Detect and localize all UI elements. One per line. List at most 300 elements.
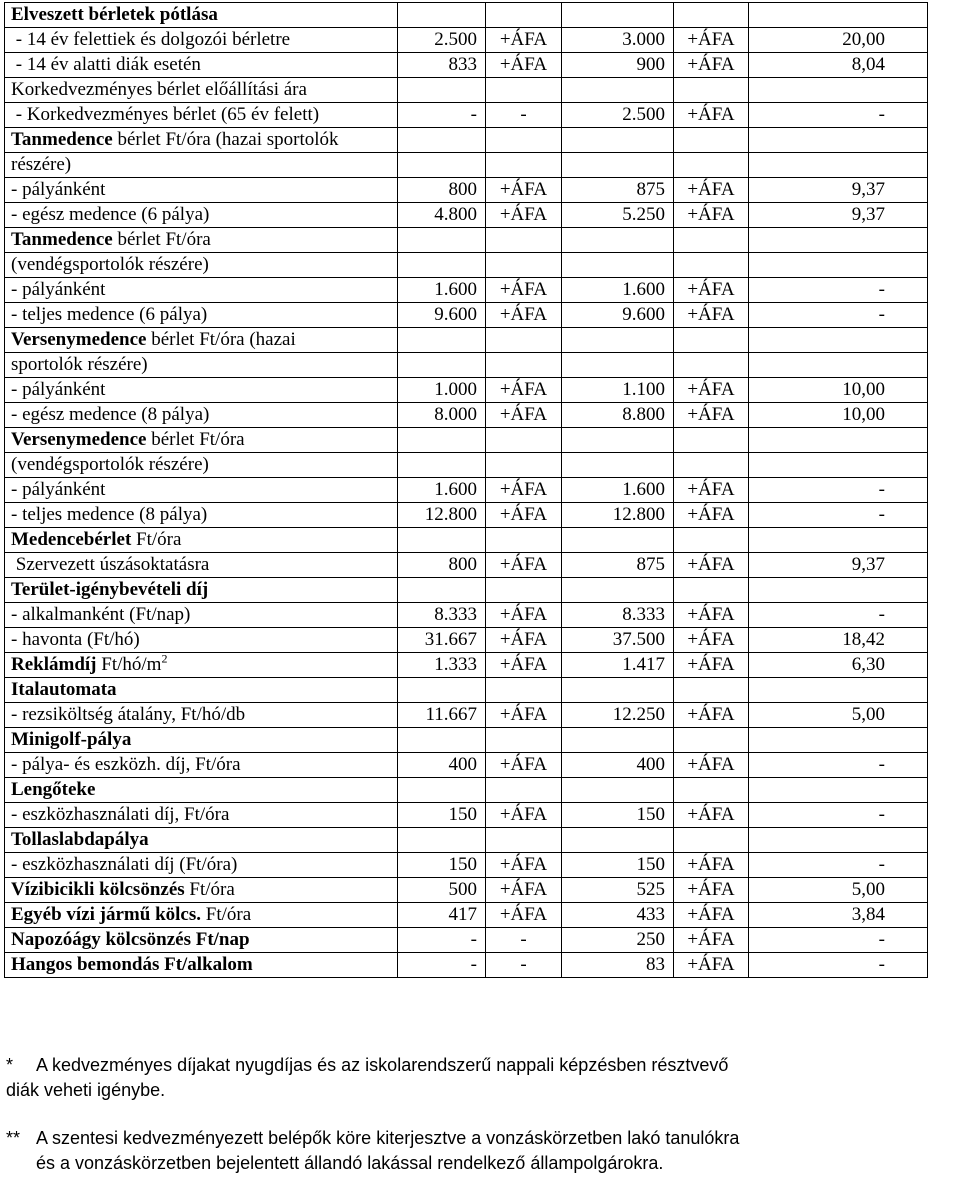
value-1-cell: 1.600 bbox=[398, 278, 486, 303]
value-1-cell: 417 bbox=[398, 903, 486, 928]
vat-2-cell bbox=[674, 228, 749, 253]
vat-1-cell: +ÁFA bbox=[486, 303, 562, 328]
footnote-1-line-1: A kedvezményes díjakat nyugdíjas és az iskolarendszerű nappali képzésben résztvevő bbox=[36, 1055, 729, 1075]
vat-2-cell bbox=[674, 3, 749, 28]
rate-cell: - bbox=[749, 103, 928, 128]
row-label bbox=[5, 728, 398, 753]
row-label-text: - egész medence (6 pálya) bbox=[11, 204, 210, 225]
row-label-bold: Versenymedence bbox=[11, 429, 147, 450]
value-1-cell: - bbox=[398, 953, 486, 978]
vat-2-cell: +ÁFA bbox=[674, 178, 749, 203]
vat-1-cell: +ÁFA bbox=[486, 53, 562, 78]
row-label-text: Korkedvezményes bérlet előállítási ára bbox=[11, 79, 307, 100]
vat-2-cell: +ÁFA bbox=[674, 853, 749, 878]
vat-1-cell: +ÁFA bbox=[486, 753, 562, 778]
rate-cell bbox=[749, 3, 928, 28]
row-label bbox=[5, 578, 398, 603]
rate-cell: 10,00 bbox=[749, 403, 928, 428]
row-label-text: - egész medence (8 pálya) bbox=[11, 404, 210, 425]
row-label bbox=[5, 28, 398, 53]
row-label bbox=[5, 553, 398, 578]
table-row bbox=[5, 653, 928, 678]
value-1-cell: 11.667 bbox=[398, 703, 486, 728]
row-label bbox=[5, 503, 398, 528]
value-1-cell: 8.333 bbox=[398, 603, 486, 628]
value-2-cell: 1.100 bbox=[562, 378, 674, 403]
rate-cell bbox=[749, 778, 928, 803]
rate-cell bbox=[749, 578, 928, 603]
vat-1-cell: +ÁFA bbox=[486, 178, 562, 203]
value-2-cell: 875 bbox=[562, 553, 674, 578]
rate-cell: 18,42 bbox=[749, 628, 928, 653]
row-label-text: bérlet Ft/óra (hazai bbox=[146, 329, 296, 350]
row-label bbox=[5, 828, 398, 853]
vat-2-cell: +ÁFA bbox=[674, 53, 749, 78]
row-label bbox=[5, 528, 398, 553]
row-label bbox=[5, 378, 398, 403]
row-label bbox=[5, 78, 398, 103]
rate-cell bbox=[749, 153, 928, 178]
vat-1-cell bbox=[486, 153, 562, 178]
value-2-cell: 250 bbox=[562, 928, 674, 953]
vat-1-cell bbox=[486, 228, 562, 253]
rate-cell: - bbox=[749, 803, 928, 828]
table-row bbox=[5, 353, 928, 378]
vat-1-cell: +ÁFA bbox=[486, 553, 562, 578]
vat-2-cell: +ÁFA bbox=[674, 303, 749, 328]
vat-2-cell: +ÁFA bbox=[674, 378, 749, 403]
value-2-cell: 83 bbox=[562, 953, 674, 978]
value-2-cell bbox=[562, 828, 674, 853]
rate-cell: 8,04 bbox=[749, 53, 928, 78]
row-label bbox=[5, 203, 398, 228]
vat-1-cell: +ÁFA bbox=[486, 203, 562, 228]
value-2-cell: 1.600 bbox=[562, 478, 674, 503]
vat-1-cell: - bbox=[486, 103, 562, 128]
row-label bbox=[5, 653, 398, 678]
row-label bbox=[5, 303, 398, 328]
row-label bbox=[5, 3, 398, 28]
vat-2-cell: +ÁFA bbox=[674, 653, 749, 678]
rate-cell: 9,37 bbox=[749, 203, 928, 228]
table-row bbox=[5, 253, 928, 278]
price-table bbox=[4, 2, 928, 978]
vat-1-cell bbox=[486, 353, 562, 378]
row-label-text: (vendégsportolók részére) bbox=[11, 254, 209, 275]
table-row bbox=[5, 28, 928, 53]
row-label-superscript: 2 bbox=[161, 652, 168, 666]
value-2-cell: 433 bbox=[562, 903, 674, 928]
value-1-cell: 150 bbox=[398, 803, 486, 828]
row-label-bold: Lengőteke bbox=[11, 779, 96, 800]
row-label bbox=[5, 328, 398, 353]
value-2-cell: 525 bbox=[562, 878, 674, 903]
row-label-bold: Terület-igénybevételi díj bbox=[11, 579, 209, 600]
table-row bbox=[5, 178, 928, 203]
rate-cell: - bbox=[749, 928, 928, 953]
vat-2-cell: +ÁFA bbox=[674, 603, 749, 628]
row-label-bold: Napozóágy kölcsönzés Ft/nap bbox=[11, 929, 250, 950]
row-label bbox=[5, 253, 398, 278]
value-2-cell bbox=[562, 328, 674, 353]
value-2-cell: 150 bbox=[562, 853, 674, 878]
table-row bbox=[5, 553, 928, 578]
row-label-bold: Italautomata bbox=[11, 679, 117, 700]
vat-1-cell bbox=[486, 778, 562, 803]
row-label-bold: Elveszett bérletek pótlása bbox=[11, 4, 218, 25]
table-row bbox=[5, 903, 928, 928]
value-2-cell: 8.333 bbox=[562, 603, 674, 628]
rate-cell bbox=[749, 728, 928, 753]
value-2-cell bbox=[562, 253, 674, 278]
value-2-cell bbox=[562, 678, 674, 703]
value-2-cell: 900 bbox=[562, 53, 674, 78]
row-label bbox=[5, 703, 398, 728]
vat-1-cell bbox=[486, 678, 562, 703]
vat-1-cell: +ÁFA bbox=[486, 28, 562, 53]
value-1-cell bbox=[398, 253, 486, 278]
value-1-cell bbox=[398, 3, 486, 28]
row-label bbox=[5, 778, 398, 803]
footnote-1-mark: * bbox=[6, 1055, 14, 1075]
value-1-cell bbox=[398, 778, 486, 803]
vat-2-cell bbox=[674, 328, 749, 353]
rate-cell bbox=[749, 128, 928, 153]
row-label-text: - Korkedvezményes bérlet (65 év felett) bbox=[11, 104, 320, 125]
vat-1-cell: +ÁFA bbox=[486, 803, 562, 828]
table-row bbox=[5, 728, 928, 753]
vat-2-cell bbox=[674, 778, 749, 803]
table-row bbox=[5, 578, 928, 603]
table-row bbox=[5, 778, 928, 803]
row-label-bold: Vízibicikli kölcsönzés bbox=[11, 879, 185, 900]
value-1-cell: 4.800 bbox=[398, 203, 486, 228]
rate-cell: 20,00 bbox=[749, 28, 928, 53]
value-2-cell: 12.250 bbox=[562, 703, 674, 728]
table-row bbox=[5, 628, 928, 653]
vat-2-cell bbox=[674, 78, 749, 103]
vat-1-cell bbox=[486, 128, 562, 153]
row-label bbox=[5, 678, 398, 703]
row-label bbox=[5, 478, 398, 503]
value-2-cell: 8.800 bbox=[562, 403, 674, 428]
row-label-text: - eszközhasználati díj (Ft/óra) bbox=[11, 854, 238, 875]
vat-1-cell bbox=[486, 578, 562, 603]
footnote-2-line-1: A szentesi kedvezményezett belépők köre kiterjesztve a vonzáskörzetben lakó tanulókra bbox=[36, 1128, 740, 1148]
row-label-text: - rezsiköltség átalány, Ft/hó/db bbox=[11, 704, 246, 725]
row-label-text: - pálya- és eszközh. díj, Ft/óra bbox=[11, 754, 241, 775]
price-table-body bbox=[5, 3, 928, 978]
table-row bbox=[5, 753, 928, 778]
rate-cell: - bbox=[749, 853, 928, 878]
table-row bbox=[5, 3, 928, 28]
vat-2-cell bbox=[674, 128, 749, 153]
vat-2-cell: +ÁFA bbox=[674, 553, 749, 578]
vat-1-cell: +ÁFA bbox=[486, 878, 562, 903]
vat-1-cell: +ÁFA bbox=[486, 903, 562, 928]
rate-cell bbox=[749, 253, 928, 278]
value-1-cell bbox=[398, 353, 486, 378]
value-2-cell: 875 bbox=[562, 178, 674, 203]
value-1-cell: 1.600 bbox=[398, 478, 486, 503]
row-label bbox=[5, 753, 398, 778]
row-label-bold: Minigolf-pálya bbox=[11, 729, 132, 750]
row-label-bold: Versenymedence bbox=[11, 329, 147, 350]
vat-2-cell: +ÁFA bbox=[674, 103, 749, 128]
vat-2-cell bbox=[674, 428, 749, 453]
vat-2-cell: +ÁFA bbox=[674, 903, 749, 928]
value-2-cell bbox=[562, 578, 674, 603]
value-1-cell bbox=[398, 453, 486, 478]
vat-2-cell: +ÁFA bbox=[674, 28, 749, 53]
row-label-text: - teljes medence (6 pálya) bbox=[11, 304, 208, 325]
value-1-cell bbox=[398, 153, 486, 178]
table-row bbox=[5, 703, 928, 728]
rate-cell: - bbox=[749, 303, 928, 328]
vat-2-cell: +ÁFA bbox=[674, 703, 749, 728]
rate-cell: - bbox=[749, 753, 928, 778]
vat-1-cell: +ÁFA bbox=[486, 628, 562, 653]
vat-2-cell: +ÁFA bbox=[674, 803, 749, 828]
value-1-cell: 1.000 bbox=[398, 378, 486, 403]
vat-2-cell: +ÁFA bbox=[674, 503, 749, 528]
table-row bbox=[5, 128, 928, 153]
value-1-cell bbox=[398, 578, 486, 603]
value-1-cell: 500 bbox=[398, 878, 486, 903]
table-row bbox=[5, 78, 928, 103]
row-label-text: részére) bbox=[11, 154, 72, 175]
row-label-bold: Medencebérlet bbox=[11, 529, 132, 550]
row-label bbox=[5, 353, 398, 378]
value-2-cell bbox=[562, 3, 674, 28]
vat-2-cell bbox=[674, 153, 749, 178]
vat-2-cell bbox=[674, 253, 749, 278]
rate-cell: 5,00 bbox=[749, 878, 928, 903]
vat-1-cell: +ÁFA bbox=[486, 478, 562, 503]
vat-2-cell: +ÁFA bbox=[674, 403, 749, 428]
row-label-text: Ft/hó/m bbox=[96, 654, 162, 675]
footnote-1 bbox=[6, 1053, 728, 1103]
row-label-text: bérlet Ft/óra (hazai sportolók bbox=[112, 129, 339, 150]
value-2-cell: 3.000 bbox=[562, 28, 674, 53]
row-label-text: - 14 év alatti diák esetén bbox=[11, 54, 201, 75]
vat-1-cell: +ÁFA bbox=[486, 603, 562, 628]
table-row bbox=[5, 328, 928, 353]
row-label bbox=[5, 928, 398, 953]
row-label bbox=[5, 878, 398, 903]
row-label bbox=[5, 178, 398, 203]
value-1-cell bbox=[398, 528, 486, 553]
rate-cell bbox=[749, 453, 928, 478]
vat-1-cell: +ÁFA bbox=[486, 503, 562, 528]
vat-2-cell: +ÁFA bbox=[674, 878, 749, 903]
rate-cell: 5,00 bbox=[749, 703, 928, 728]
value-1-cell bbox=[398, 728, 486, 753]
row-label bbox=[5, 228, 398, 253]
row-label-text: - 14 év felettiek és dolgozói bérletre bbox=[11, 29, 291, 50]
table-row bbox=[5, 153, 928, 178]
rate-cell bbox=[749, 78, 928, 103]
vat-1-cell: - bbox=[486, 953, 562, 978]
vat-2-cell: +ÁFA bbox=[674, 628, 749, 653]
vat-1-cell bbox=[486, 78, 562, 103]
vat-1-cell bbox=[486, 328, 562, 353]
row-label-text: Ft/óra bbox=[184, 879, 235, 900]
value-2-cell bbox=[562, 428, 674, 453]
row-label-text: Ft/óra bbox=[201, 904, 252, 925]
value-2-cell: 1.417 bbox=[562, 653, 674, 678]
value-1-cell: 800 bbox=[398, 553, 486, 578]
value-2-cell bbox=[562, 228, 674, 253]
row-label-text: - pályánként bbox=[11, 479, 106, 500]
table-row bbox=[5, 428, 928, 453]
row-label-bold: Tanmedence bbox=[11, 229, 113, 250]
footnote-2-line-2: és a vonzáskörzetben bejelentett állandó lakással rendelkező állampolgárokra. bbox=[36, 1153, 664, 1173]
row-label-text: - teljes medence (8 pálya) bbox=[11, 504, 208, 525]
table-row bbox=[5, 53, 928, 78]
row-label-bold: Egyéb vízi jármű kölcs. bbox=[11, 904, 201, 925]
row-label bbox=[5, 278, 398, 303]
vat-1-cell bbox=[486, 828, 562, 853]
row-label-text: Szervezett úszásoktatásra bbox=[11, 554, 210, 575]
row-label bbox=[5, 628, 398, 653]
row-label bbox=[5, 953, 398, 978]
value-1-cell: 800 bbox=[398, 178, 486, 203]
row-label bbox=[5, 403, 398, 428]
value-1-cell bbox=[398, 678, 486, 703]
vat-2-cell: +ÁFA bbox=[674, 203, 749, 228]
value-1-cell: 9.600 bbox=[398, 303, 486, 328]
footnote-1-line-2: diák veheti igénybe. bbox=[6, 1080, 166, 1100]
value-2-cell bbox=[562, 128, 674, 153]
value-2-cell bbox=[562, 778, 674, 803]
value-1-cell: 150 bbox=[398, 853, 486, 878]
table-row bbox=[5, 953, 928, 978]
vat-1-cell: - bbox=[486, 928, 562, 953]
table-row bbox=[5, 378, 928, 403]
value-2-cell: 150 bbox=[562, 803, 674, 828]
value-2-cell: 1.600 bbox=[562, 278, 674, 303]
row-label bbox=[5, 153, 398, 178]
table-row bbox=[5, 828, 928, 853]
table-row bbox=[5, 603, 928, 628]
value-1-cell: 1.333 bbox=[398, 653, 486, 678]
rate-cell: - bbox=[749, 503, 928, 528]
vat-1-cell bbox=[486, 728, 562, 753]
rate-cell bbox=[749, 228, 928, 253]
value-1-cell bbox=[398, 828, 486, 853]
value-2-cell bbox=[562, 528, 674, 553]
rate-cell bbox=[749, 428, 928, 453]
row-label bbox=[5, 128, 398, 153]
row-label-bold: Tollaslabdapálya bbox=[11, 829, 149, 850]
row-label-text: - havonta (Ft/hó) bbox=[11, 629, 140, 650]
vat-1-cell bbox=[486, 453, 562, 478]
vat-2-cell bbox=[674, 728, 749, 753]
table-row bbox=[5, 878, 928, 903]
row-label bbox=[5, 53, 398, 78]
table-row bbox=[5, 103, 928, 128]
value-2-cell: 5.250 bbox=[562, 203, 674, 228]
vat-2-cell bbox=[674, 678, 749, 703]
vat-1-cell: +ÁFA bbox=[486, 378, 562, 403]
rate-cell: 9,37 bbox=[749, 178, 928, 203]
value-1-cell bbox=[398, 228, 486, 253]
rate-cell: - bbox=[749, 478, 928, 503]
vat-2-cell: +ÁFA bbox=[674, 953, 749, 978]
rate-cell bbox=[749, 828, 928, 853]
row-label-text: bérlet Ft/óra bbox=[146, 429, 245, 450]
row-label bbox=[5, 903, 398, 928]
table-row bbox=[5, 303, 928, 328]
table-row bbox=[5, 503, 928, 528]
vat-1-cell bbox=[486, 253, 562, 278]
value-2-cell bbox=[562, 78, 674, 103]
table-row bbox=[5, 803, 928, 828]
value-1-cell: 833 bbox=[398, 53, 486, 78]
row-label bbox=[5, 803, 398, 828]
vat-2-cell bbox=[674, 353, 749, 378]
vat-2-cell: +ÁFA bbox=[674, 478, 749, 503]
footnote-2 bbox=[6, 1126, 739, 1176]
rate-cell: 6,30 bbox=[749, 653, 928, 678]
vat-2-cell bbox=[674, 453, 749, 478]
table-row bbox=[5, 678, 928, 703]
rate-cell: 9,37 bbox=[749, 553, 928, 578]
table-row bbox=[5, 203, 928, 228]
value-1-cell: 2.500 bbox=[398, 28, 486, 53]
row-label-text: - eszközhasználati díj, Ft/óra bbox=[11, 804, 230, 825]
table-row bbox=[5, 228, 928, 253]
rate-cell bbox=[749, 328, 928, 353]
rate-cell: - bbox=[749, 603, 928, 628]
row-label-text: - pályánként bbox=[11, 179, 106, 200]
rate-cell: - bbox=[749, 278, 928, 303]
value-2-cell bbox=[562, 453, 674, 478]
row-label-text: - alkalmanként (Ft/nap) bbox=[11, 604, 191, 625]
vat-1-cell bbox=[486, 528, 562, 553]
vat-2-cell bbox=[674, 578, 749, 603]
row-label-text: - pályánként bbox=[11, 379, 106, 400]
row-label-text: (vendégsportolók részére) bbox=[11, 454, 209, 475]
vat-1-cell bbox=[486, 428, 562, 453]
value-2-cell: 37.500 bbox=[562, 628, 674, 653]
vat-2-cell: +ÁFA bbox=[674, 928, 749, 953]
table-row bbox=[5, 528, 928, 553]
table-row bbox=[5, 478, 928, 503]
value-1-cell: - bbox=[398, 928, 486, 953]
vat-1-cell bbox=[486, 3, 562, 28]
value-1-cell bbox=[398, 328, 486, 353]
rate-cell bbox=[749, 678, 928, 703]
value-1-cell: 400 bbox=[398, 753, 486, 778]
row-label-bold: Reklámdíj bbox=[11, 654, 97, 675]
rate-cell bbox=[749, 528, 928, 553]
vat-2-cell bbox=[674, 528, 749, 553]
rate-cell: 10,00 bbox=[749, 378, 928, 403]
value-1-cell bbox=[398, 128, 486, 153]
value-2-cell bbox=[562, 353, 674, 378]
footnote-2-mark: ** bbox=[6, 1128, 21, 1148]
table-row bbox=[5, 403, 928, 428]
vat-1-cell: +ÁFA bbox=[486, 853, 562, 878]
value-1-cell: 31.667 bbox=[398, 628, 486, 653]
vat-1-cell: +ÁFA bbox=[486, 703, 562, 728]
table-row bbox=[5, 928, 928, 953]
vat-1-cell: +ÁFA bbox=[486, 653, 562, 678]
row-label-text: sportolók részére) bbox=[11, 354, 148, 375]
table-row bbox=[5, 453, 928, 478]
